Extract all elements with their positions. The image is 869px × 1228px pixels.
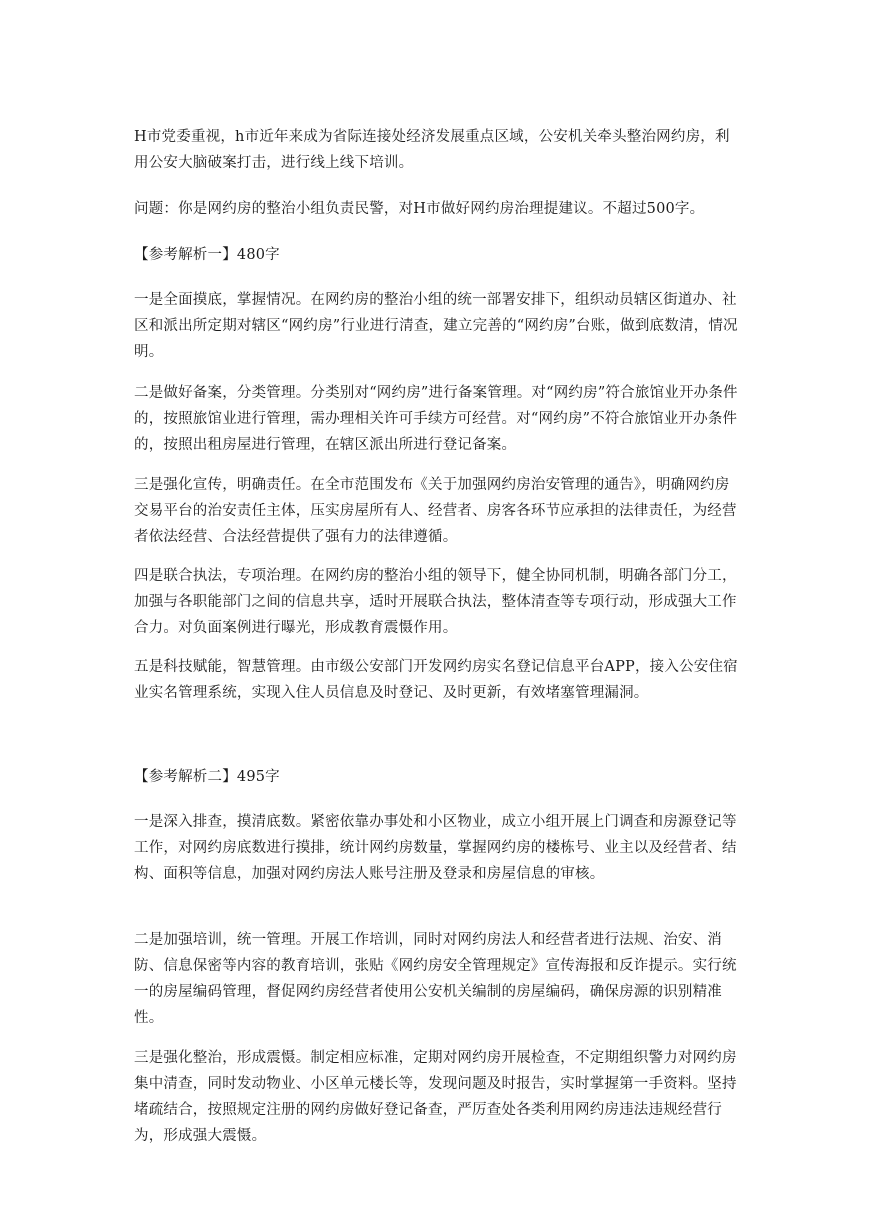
analysis-two-point-2: 二是加强培训，统一管理。开展工作培训，同时对网约房法人和经营者进行法规、治安、消防、信息保密等内容的教育培训，张贴《网约房安全管理规定》宣传海报和反诈提示。实行统一的房屋编码管理，督促网约房经营者使用公安机关编制的房屋编码，确保房源的识别精准性。 <box>134 932 737 1026</box>
analysis-one-point-5: 五是科技赋能，智慧管理。由市级公安部门开发网约房实名登记信息平台APP，接入公安住宿业实名管理系统，实现入住人员信息及时登记、及时更新，有效堵塞管理漏洞。 <box>134 659 738 701</box>
analysis-one-heading: 【参考解析一】480字 <box>134 247 280 263</box>
analysis-one-point-2: 二是做好备案，分类管理。分类别对“网约房”进行备案管理。对“网约房”符合旅馆业开办条件的，按照旅馆业进行管理，需办理相关许可手续方可经营。对“网约房”不符合旅馆业开办条件的，按照出租房屋进行管理，在辖区派出所进行登记备案。 <box>134 385 738 453</box>
analysis-two-point-3: 三是强化整治，形成震慑。制定相应标准，定期对网约房开展检查，不定期组织警力对网约房集中清查，同时发动物业、小区单元楼长等，发现问题及时报告，实时掌握第一手资料。坚持堵疏结合，按照规定注册的网约房做好登记备查，严厉查处各类利用网约房违法违规经营行为，形成强大震慑。 <box>134 1050 737 1144</box>
analysis-one-point-4: 四是联合执法，专项治理。在网约房的整治小组的领导下，健全协同机制，明确各部门分工，加强与各职能部门之间的信息共享，适时开展联合执法，整体清查等专项行动，形成强大工作合力。对负面案例进行曝光，形成教育震慑作用。 <box>134 568 737 636</box>
question-paragraph: 问题：你是网约房的整治小组负责民警，对H市做好网约房治理提建议。不超过500字。 <box>134 201 705 217</box>
intro-paragraph: H市党委重视，h市近年来成为省际连接处经济发展重点区域，公安机关牵头整治网约房，利用公安大脑破案打击，进行线上线下培训。 <box>134 129 730 171</box>
analysis-two-heading: 【参考解析二】495字 <box>134 769 280 785</box>
analysis-two-point-1: 一是深入排查，摸清底数。紧密依靠办事处和小区物业，成立小组开展上门调查和房源登记等工作，对网约房底数进行摸排，统计网约房数量，掌握网约房的楼栋号、业主以及经营者、结构、面积等信息，加强对网约房法人账号注册及登录和房屋信息的审核。 <box>134 814 737 882</box>
analysis-one-point-1: 一是全面摸底，掌握情况。在网约房的整治小组的统一部署安排下，组织动员辖区街道办、社区和派出所定期对辖区“网约房”行业进行清查，建立完善的“网约房”台账，做到底数清，情况明。 <box>134 292 738 360</box>
analysis-one-point-3: 三是强化宣传，明确责任。在全市范围发布《关于加强网约房治安管理的通告》，明确网约房交易平台的治安责任主体，压实房屋所有人、经营者、房客各环节应承担的法律责任，为经营者依法经营、合法经营提供了强有力的法律遵循。 <box>134 477 737 545</box>
